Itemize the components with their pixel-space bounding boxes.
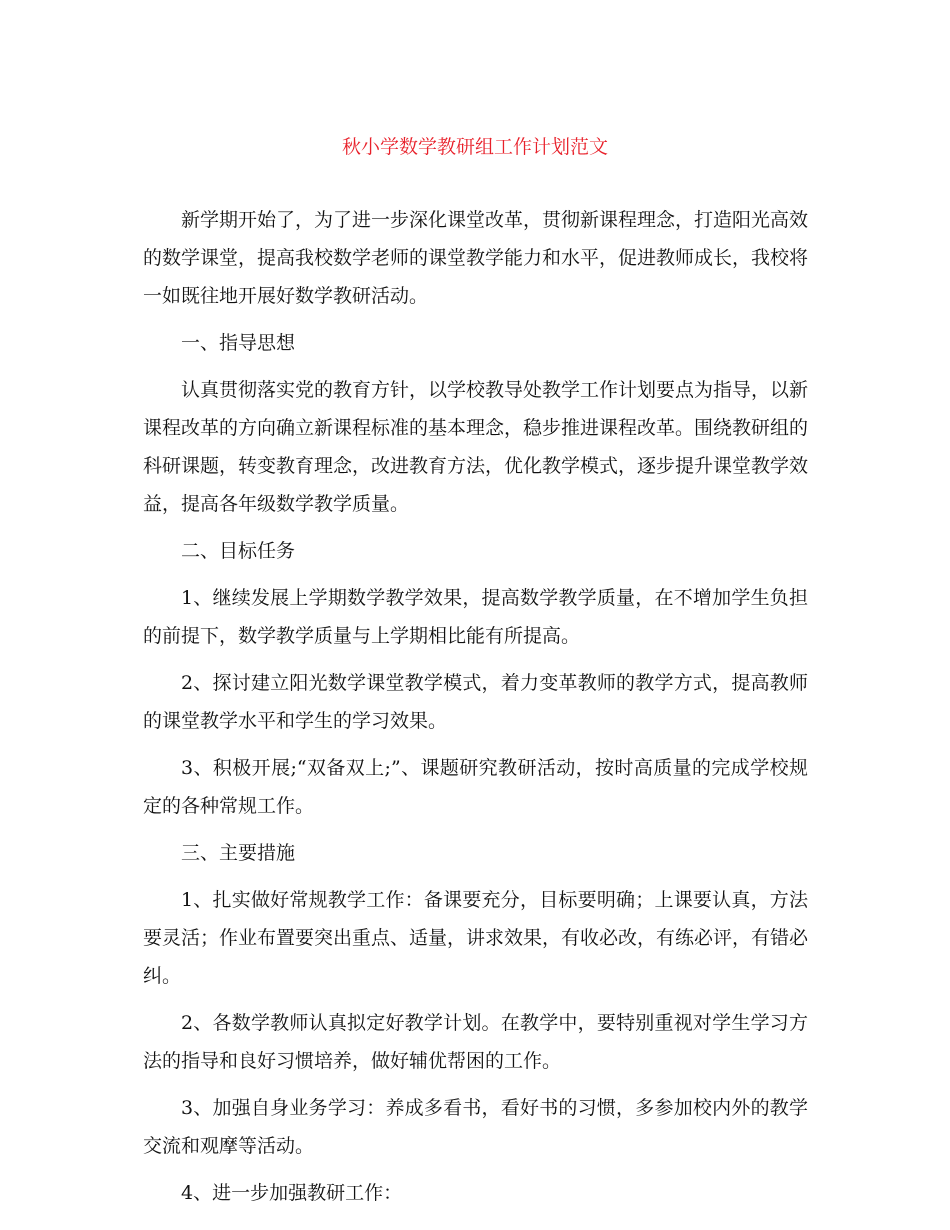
- goal-item-1: 1、继续发展上学期数学教学效果，提高数学教学质量，在不增加学生负担的前提下，数学教学质量与上学期相比能有所提高。: [143, 587, 808, 647]
- document-body: [143, 201, 808, 1221]
- measure-item-2: 2、各数学教师认真拟定好教学计划。在教学中，要特别重视对学生学习方法的指导和良好习惯培养，做好辅优帮困的工作。: [143, 1012, 808, 1072]
- section-heading-goals: 二、目标任务: [181, 540, 296, 562]
- guiding-ideology-paragraph: 认真贯彻落实党的教育方针，以学校教导处教学工作计划要点为指导，以新课程改革的方向确立新课程标准的基本理念，稳步推进课程改革。围绕教研组的科研课题，转变教育理念，改进教育方法，优化教学模式，逐步提升课堂教学效益，提高各年级数学教学质量。: [143, 379, 809, 515]
- measure-item-1: 1、扎实做好常规教学工作：备课要充分，目标要明确；上课要认真，方法要灵活；作业布置要突出重点、适量，讲求效果，有收必改，有练必评，有错必纠。: [143, 889, 809, 987]
- document-title: 秋小学数学教研组工作计划范文: [341, 136, 608, 158]
- section-heading-guiding-ideology: 一、指导思想: [181, 332, 296, 354]
- goal-item-2: 2、探讨建立阳光数学课堂教学模式，着力变革教师的教学方式，提高教师的课堂教学水平和学生的学习效果。: [143, 672, 808, 732]
- measure-item-4: 4、进一步加强教研工作：: [181, 1182, 403, 1204]
- measure-item-3: 3、加强自身业务学习：养成多看书，看好书的习惯，多参加校内外的教学交流和观摩等活动。: [143, 1097, 808, 1157]
- goal-item-3: 3、积极开展;“双备双上;”、课题研究教研活动，按时高质量的完成学校规定的各种常规工作。: [143, 757, 808, 817]
- section-heading-measures: 三、主要措施: [181, 842, 296, 864]
- intro-paragraph: 新学期开始了，为了进一步深化课堂改革，贯彻新课程理念，打造阳光高效的数学课堂，提高我校数学老师的课堂教学能力和水平，促进教师成长，我校将一如既往地开展好数学教研活动。: [143, 209, 809, 307]
